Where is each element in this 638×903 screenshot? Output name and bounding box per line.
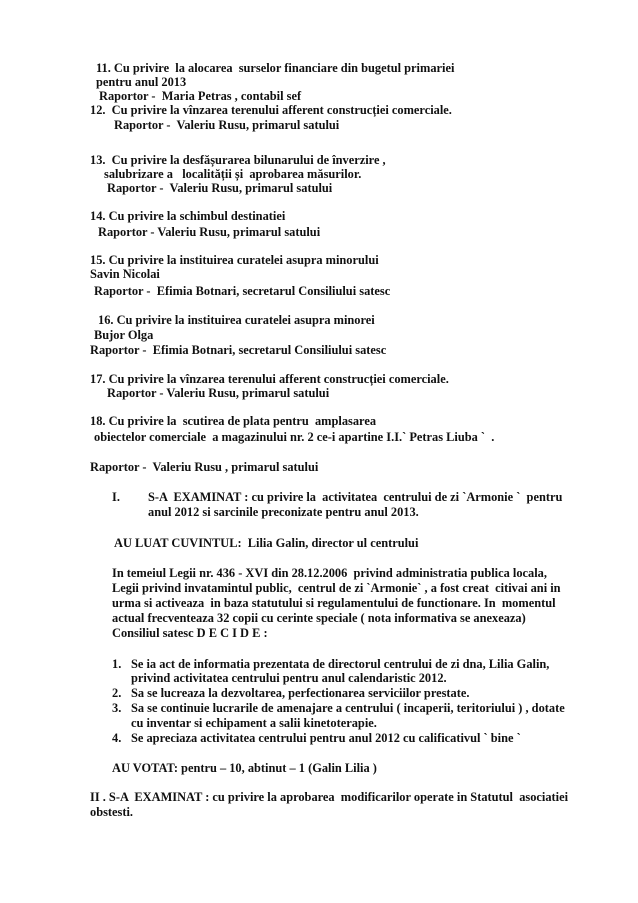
- agenda-line: Savin Nicolai: [90, 267, 160, 281]
- list-item-text: Sa se lucreaza la dezvoltarea, perfectionarea serviciilor prestate.: [131, 686, 470, 700]
- agenda-line: 13. Cu privire la desfășurarea bilunarului de înverzire ,: [90, 153, 386, 167]
- list-item-number: 4.: [112, 731, 122, 745]
- list-item-text: Se apreciaza activitatea centrului pentru anul 2012 cu calificativul ` bine `: [131, 731, 521, 745]
- rapporteur-line: Raportor - Valeriu Rusu, primarul satului: [107, 181, 333, 195]
- vote-line: AU VOTAT: pentru – 10, abtinut – 1 (Galin Lilia ): [112, 761, 377, 775]
- list-item-text: Sa se continuie lucrarile de amenajare a centrului ( incaperii, teritoriului ) , dotate: [131, 701, 565, 715]
- agenda-line: 12. Cu privire la vînzarea terenului afferent construcției comerciale.: [90, 103, 452, 117]
- section-heading: anul 2012 si sarcinile preconizate pentru anul 2013.: [148, 505, 419, 519]
- decision-heading: Consiliul satesc D E C I D E :: [112, 626, 268, 640]
- agenda-line: salubrizare a localității și aprobarea măsurilor.: [104, 167, 362, 181]
- section-numeral: I.: [112, 490, 120, 504]
- list-item-text: cu inventar si echipament a salii kinetoterapie.: [131, 716, 377, 730]
- agenda-line: 18. Cu privire la scutirea de plata pentru amplasarea: [90, 414, 377, 428]
- list-item-text: Se ia act de informatia prezentata de directorul centrului de zi dna, Lilia Galin,: [131, 657, 550, 671]
- basis-line: urma si activeaza in baza statutului si regulamentului de functionare. In momentul: [112, 596, 556, 610]
- basis-line: In temeiul Legii nr. 436 - XVI din 28.12.2006 privind administratia publica locala,: [112, 566, 547, 580]
- rapporteur-line: Raportor - Efimia Botnari, secretarul Consiliului satesc: [94, 284, 391, 298]
- rapporteur-line: Raportor - Valeriu Rusu, primarul satului: [98, 225, 321, 239]
- section-heading: obstesti.: [90, 805, 134, 819]
- basis-line: actual frecventeaza 32 copii cu cerinte speciale ( nota informativa se anexeaza): [112, 611, 526, 625]
- rapporteur-line: Raportor - Valeriu Rusu, primarul satului: [107, 386, 330, 400]
- agenda-line: 11. Cu privire la alocarea surselor financiare din bugetul primariei: [96, 61, 455, 75]
- basis-line: Legii privind invatamintul public, centrul de zi `Armonie` , a fost creat citivai ani in: [112, 581, 561, 595]
- agenda-line: obiectelor comerciale a magazinului nr. 2 ce-i apartine I.I.` Petras Liuba ` .: [94, 430, 495, 444]
- rapporteur-line: Raportor - Valeriu Rusu, primarul satului: [114, 118, 340, 132]
- rapporteur-line: Raportor - Efimia Botnari, secretarul Consiliului satesc: [90, 343, 387, 357]
- section-heading: S-A EXAMINAT : cu privire la activitatea centrului de zi `Armonie ` pentru: [148, 490, 563, 504]
- list-item-number: 1.: [112, 657, 122, 671]
- section-heading: II . S-A EXAMINAT : cu privire la aprobarea modificarilor operate in Statutul asociatiei: [90, 790, 569, 804]
- list-item-number: 3.: [112, 701, 122, 715]
- agenda-line: Bujor Olga: [94, 328, 154, 342]
- speaker-line: AU LUAT CUVINTUL: Lilia Galin, director ul centrului: [114, 536, 419, 550]
- list-item-number: 2.: [112, 686, 122, 700]
- agenda-line: 14. Cu privire la schimbul destinatiei: [90, 209, 286, 223]
- rapporteur-line: Raportor - Valeriu Rusu , primarul satului: [90, 460, 319, 474]
- list-item-text: privind activitatea centrului pentru anul calendaristic 2012.: [131, 671, 447, 685]
- agenda-line: pentru anul 2013: [96, 75, 187, 89]
- agenda-line: 16. Cu privire la instituirea curatelei asupra minorei: [98, 313, 375, 327]
- agenda-line: 17. Cu privire la vînzarea terenului afferent construcției comerciale.: [90, 372, 449, 386]
- agenda-line: 15. Cu privire la instituirea curatelei asupra minorului: [90, 253, 379, 267]
- rapporteur-line: Raportor - Maria Petras , contabil sef: [99, 89, 302, 103]
